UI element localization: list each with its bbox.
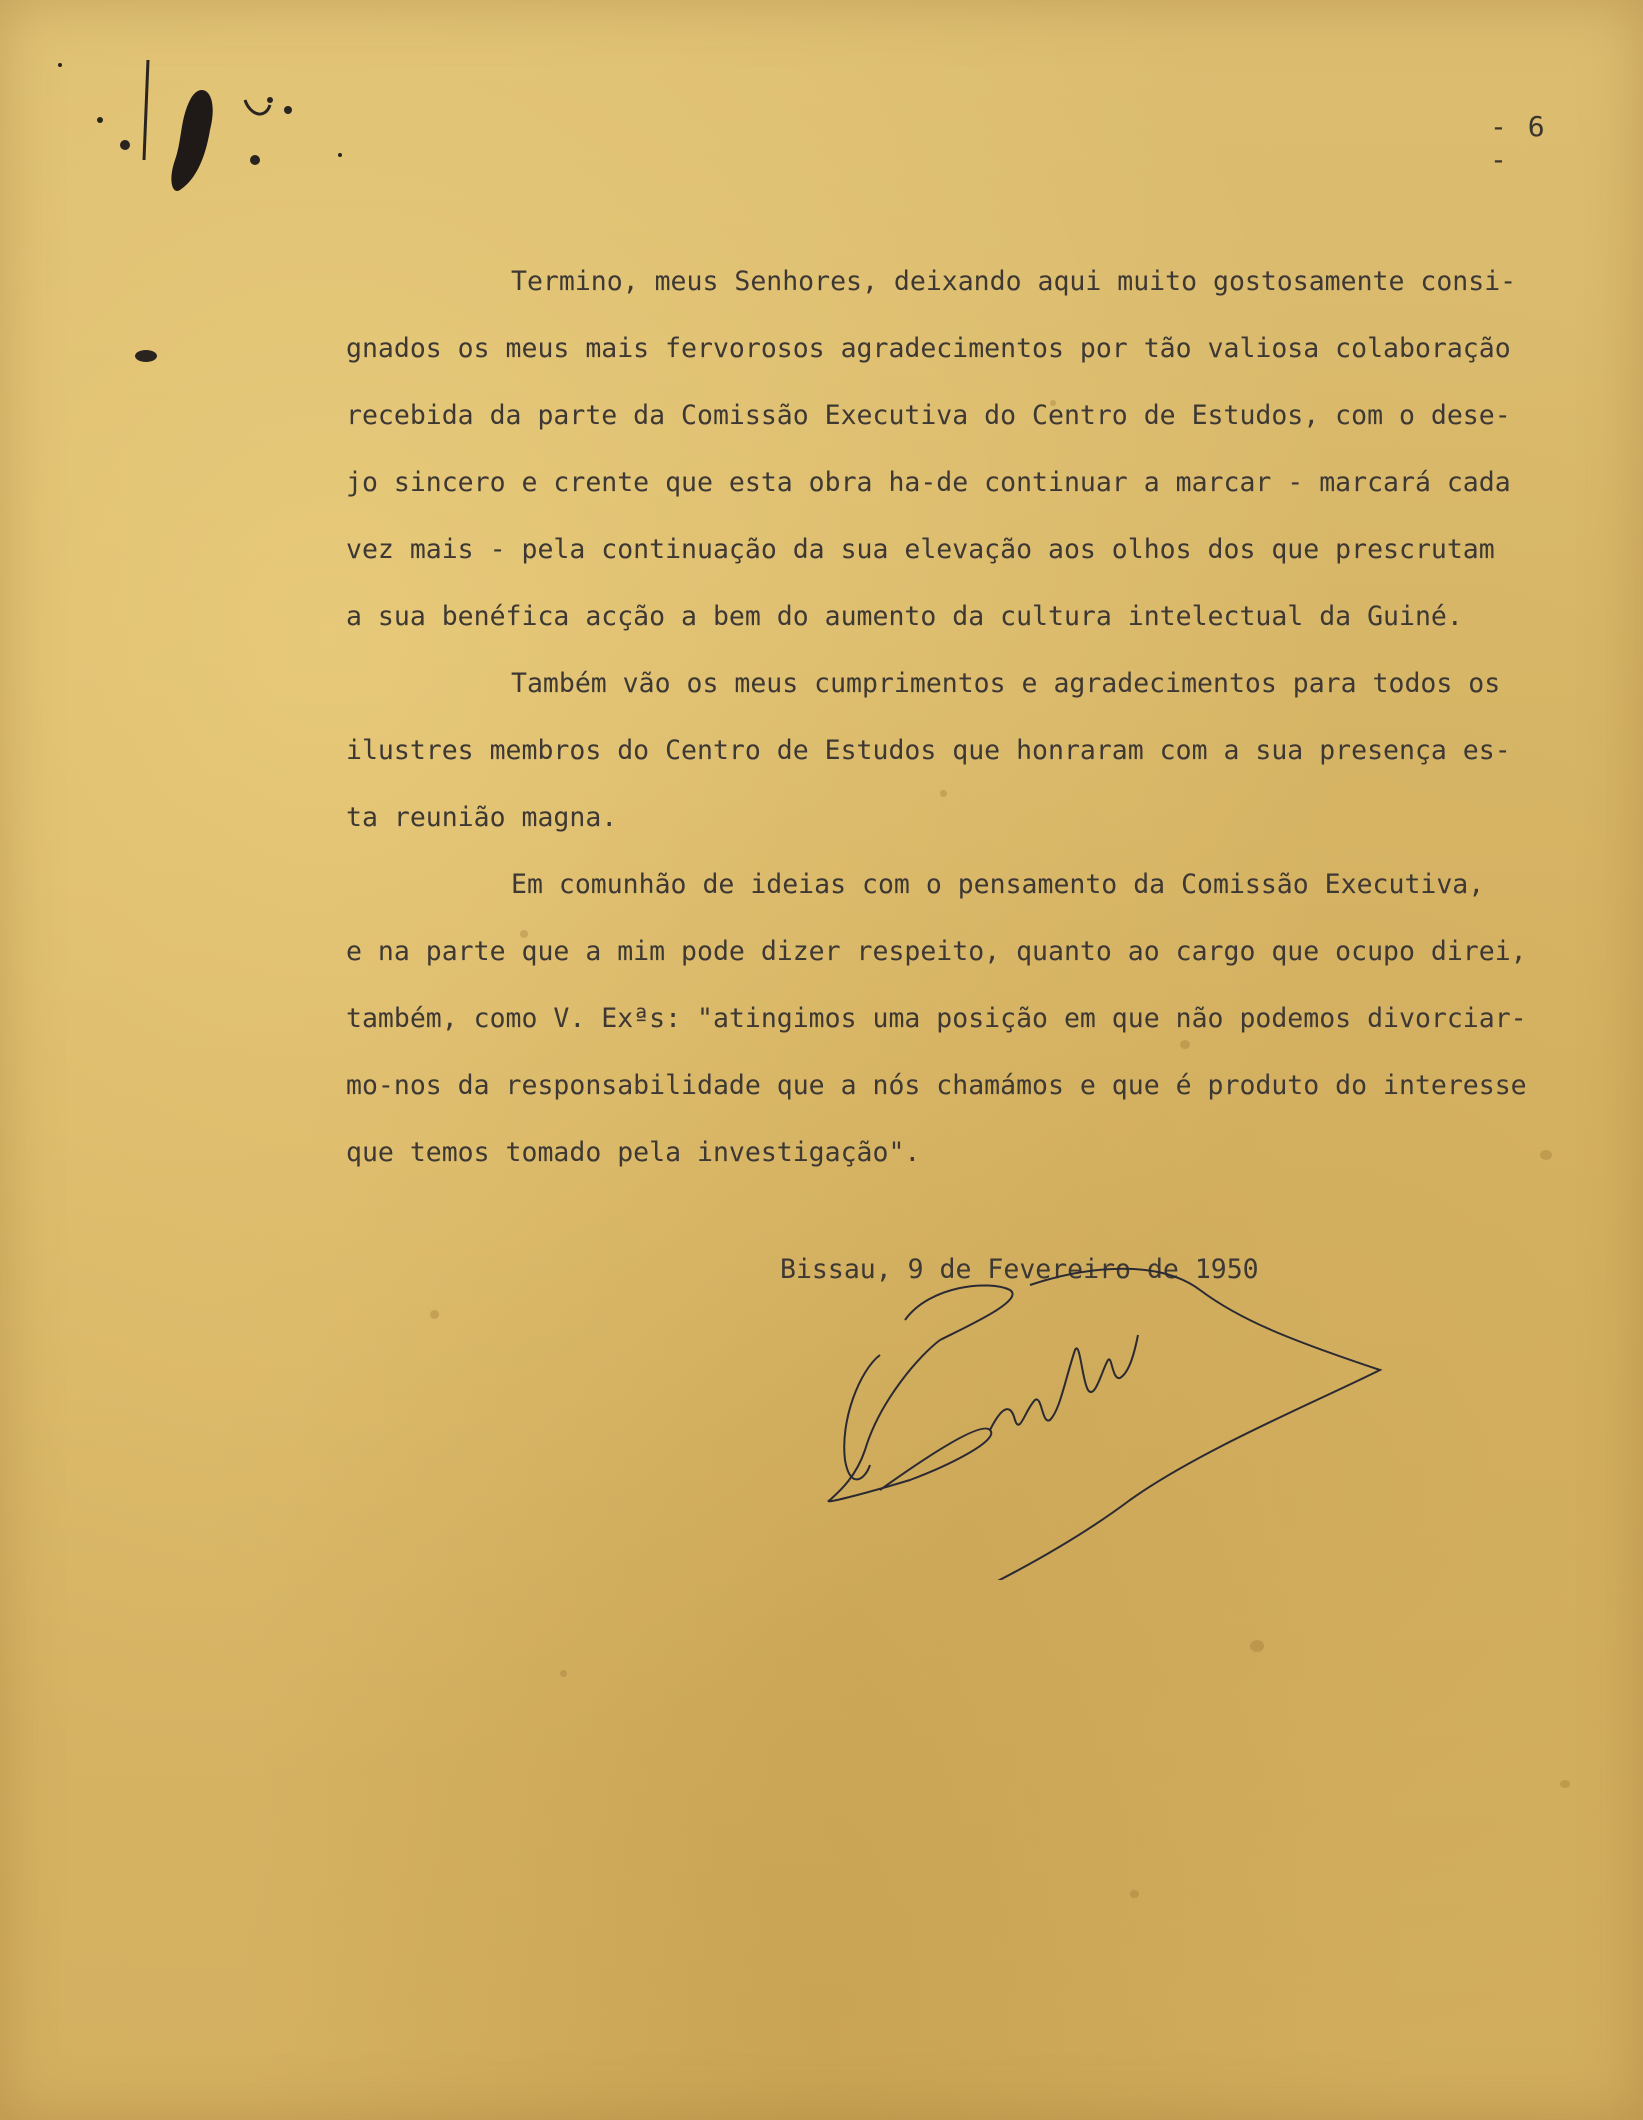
- text-line: gnados os meus mais fervorosos agradecimentos por tão valiosa colaboração: [346, 333, 1511, 364]
- ink-dot: [135, 350, 157, 362]
- handwritten-signature: [820, 1260, 1400, 1580]
- text-line: Termino, meus Senhores, deixando aqui muito gostosamente consi-: [511, 266, 1517, 297]
- text-line: que temos tomado pela investigação".: [346, 1137, 921, 1168]
- text-line: ta reunião magna.: [346, 802, 618, 833]
- page-number: - 6 -: [1490, 110, 1547, 176]
- letter-body: [346, 248, 1566, 1186]
- ink-blot-marks: [40, 40, 380, 220]
- text-line: Também vão os meus cumprimentos e agradecimentos para todos os: [511, 668, 1501, 699]
- text-line: recebida da parte da Comissão Executiva do Centro de Estudos, com o dese-: [346, 400, 1511, 431]
- place-date: Bissau, 9 de Fevereiro de 1950: [780, 1254, 1259, 1285]
- text-line: a sua benéfica acção a bem do aumento da cultura intelectual da Guiné.: [346, 601, 1463, 632]
- text-line: Em comunhão de ideias com o pensamento da Comissão Executiva,: [511, 869, 1485, 900]
- text-line: e na parte que a mim pode dizer respeito, quanto ao cargo que ocupo direi,: [346, 936, 1527, 967]
- text-line: também, como V. Exªs: "atingimos uma posição em que não podemos divorciar-: [346, 1003, 1527, 1034]
- text-line: vez mais - pela continuação da sua elevação aos olhos dos que prescrutam: [346, 534, 1495, 565]
- text-line: ilustres membros do Centro de Estudos que honraram com a sua presença es-: [346, 735, 1511, 766]
- text-line: mo-nos da responsabilidade que a nós chamámos e que é produto do interesse: [346, 1070, 1527, 1101]
- text-line: jo sincero e crente que esta obra ha-de continuar a marcar - marcará cada: [346, 467, 1511, 498]
